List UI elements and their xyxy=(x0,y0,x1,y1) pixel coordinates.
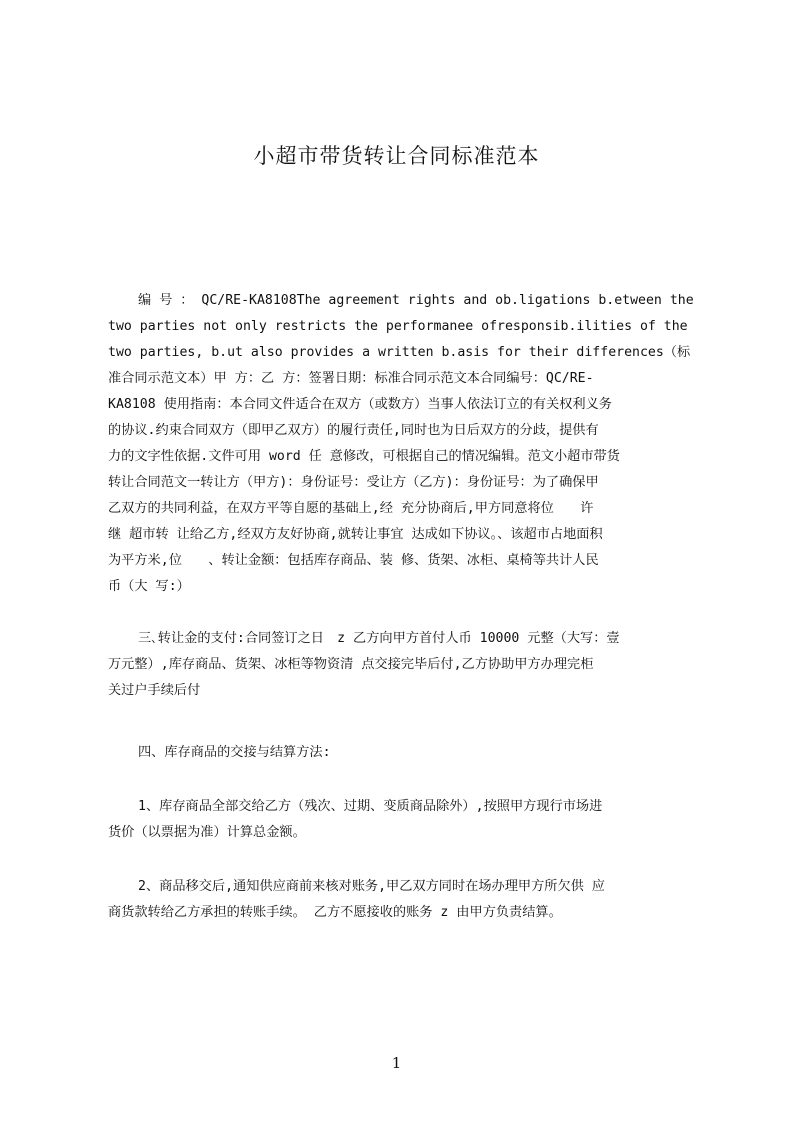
text-line: 商货款转给乙方承担的转账手续。 乙方不愿接收的账务 z 由甲方负责结算。 xyxy=(108,905,562,920)
paragraph-inventory-item-2 xyxy=(108,874,710,926)
text-line: 为平方米,位 、转让金额：包括库存商品、装 修、货架、冰柜、桌椅等共计人民 xyxy=(108,553,599,568)
section-heading-inventory xyxy=(108,740,710,766)
text-line: 乙双方的共同利益，在双方平等自愿的基础上,经 充分协商后,甲方同意将位 许 xyxy=(108,501,594,516)
document-title: 小超市带货转让合同标准范本 xyxy=(253,144,540,168)
text-line: 编 号 ： QC/RE-KA8108The agreement rights and ob.ligations b.etween the xyxy=(138,293,694,308)
text-line: 的协议.约束合同双方（即甲乙双方）的履行责任,同时也为日后双方的分歧，提供有 xyxy=(108,423,599,438)
paragraph-contract-intro xyxy=(108,288,710,600)
text-line: 力的文字性依据.文件可用 word 任 意修改，可根据自己的情况编辑。范文小超市带货 xyxy=(108,449,620,464)
text-line: 准合同示范文本）甲 方：乙 方：签署日期：标准合同示范文本合同编号：QC/RE- xyxy=(108,371,594,386)
text-line: 万元整）,库存商品、货架、冰柜等物资清 点交接完毕后付,乙方协助甲方办理完柜 xyxy=(108,657,594,672)
text-line: 2、商品移交后,通知供应商前来核对账务,甲乙双方同时在场办理甲方所欠供 应 xyxy=(138,879,605,894)
text-line: two parties, b.ut also provides a written b.asis for their differences（标 xyxy=(108,345,691,360)
text-line: 关过户手续后付 xyxy=(108,683,201,698)
text-line: 币（大 写:） xyxy=(108,579,190,594)
page-number: 1 xyxy=(391,1054,402,1072)
text-line: 四、库存商品的交接与结算方法: xyxy=(138,745,331,760)
text-line: two parties not only restricts the performanee ofresponsib.ilities of the xyxy=(108,319,688,334)
text-line: 1、库存商品全部交给乙方（残次、过期、变质商品除外）,按照甲方现行市场进 xyxy=(138,799,603,814)
text-line: 三､转让金的支付:合同签订之日 z 乙方向甲方首付人币 10000 元整（大写：壹 xyxy=(138,631,620,646)
text-line: 转让合同范文一转让方（甲方)：身份证号：受让方（乙方)：身份证号：为了确保甲 xyxy=(108,475,599,490)
text-line: 货价（以票据为准）计算总金额。 xyxy=(108,825,306,840)
paragraph-inventory-item-1 xyxy=(108,794,710,846)
paragraph-payment-terms xyxy=(108,626,710,704)
text-line: KA8108 使用指南：本合同文件适合在双方（或数方）当事人依法订立的有关权利义务 xyxy=(108,397,612,412)
text-line: 继 超市转 让给乙方,经双方友好协商,就转让事宜 达成如下协议。、该超市占地面积 xyxy=(108,527,603,542)
